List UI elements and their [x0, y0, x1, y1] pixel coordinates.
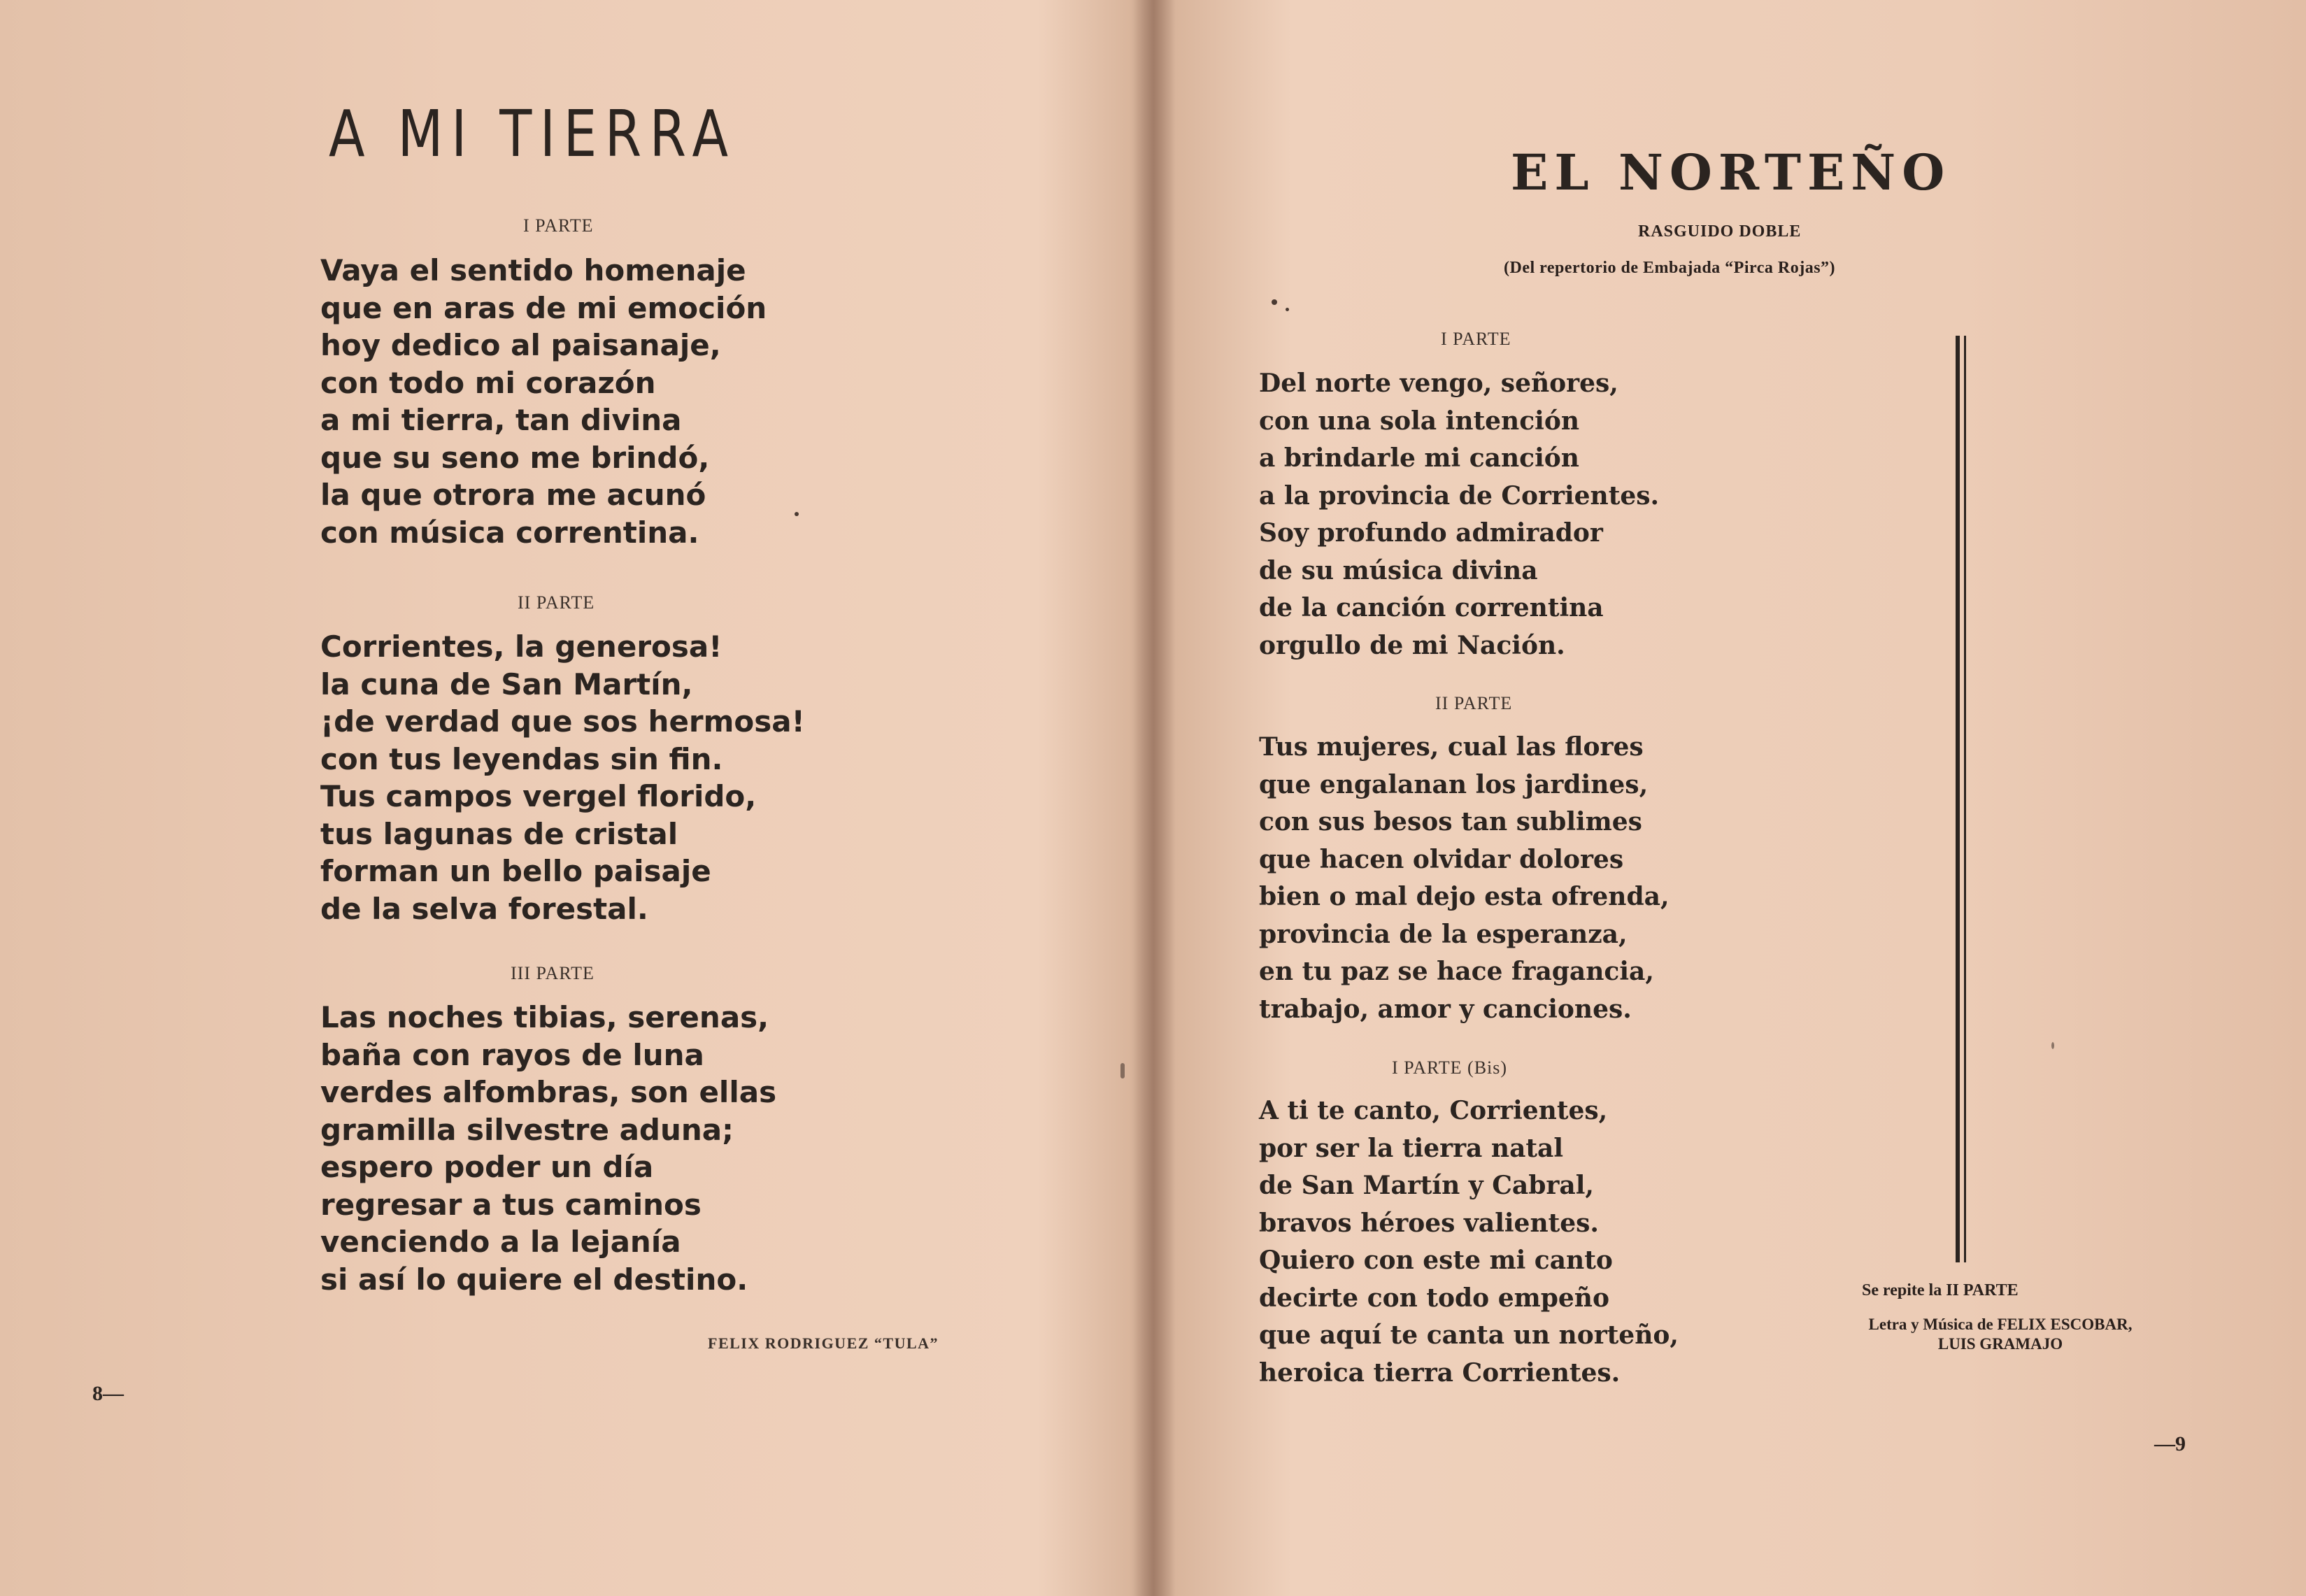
left-page-title: A MI TIERRA: [329, 97, 736, 171]
verse-line: Tus campos vergel florido,: [320, 779, 757, 813]
verse-line: con todo mi corazón: [320, 365, 656, 400]
verse-line: baña con rayos de luna: [320, 1037, 704, 1072]
credits-line: Letra y Música de FELIX ESCOBAR,: [1868, 1316, 2133, 1333]
verse-line: a la provincia de Corrientes.: [1259, 480, 1660, 511]
verse-line: Vaya el sentido homenaje: [320, 253, 746, 287]
credits-line: LUIS GRAMAJO: [1937, 1335, 2063, 1353]
verse-line: con sus besos tan sublimes: [1259, 807, 1642, 836]
verse-line: que hacen olvidar dolores: [1259, 844, 1624, 874]
song-subtitle: RASGUIDO DOBLE: [1638, 222, 1802, 241]
verse-line: Del norte vengo, señores,: [1259, 369, 1618, 398]
song-credits: [1815, 1315, 2186, 1354]
part-label: III PARTE: [511, 963, 595, 983]
verse-line: a mi tierra, tan divina: [320, 403, 682, 437]
paper-speck: [1272, 299, 1277, 305]
verse-line: orgullo de mi Nación.: [1259, 630, 1565, 660]
page-number: 8—: [92, 1382, 124, 1405]
verse-line: provincia de la esperanza,: [1259, 919, 1628, 949]
verse-line: hoy dedico al paisanaje,: [320, 328, 721, 362]
stanza: [1259, 1092, 1749, 1392]
repeat-note: Se repite la II PARTE: [1862, 1281, 2019, 1299]
verse-line: de San Martín y Cabral,: [1259, 1171, 1594, 1200]
verse-line: bravos héroes valientes.: [1259, 1208, 1599, 1238]
verse-line: Quiero con este mi canto: [1259, 1246, 1613, 1275]
verse-line: si así lo quiere el destino.: [320, 1262, 748, 1297]
paper-speck: [2051, 1042, 2054, 1049]
verse-line: Soy profundo admirador: [1259, 518, 1603, 548]
verse-line: tus lagunas de cristal: [320, 816, 678, 851]
verse-line: ¡de verdad que sos hermosa!: [320, 704, 805, 739]
right-page-title: EL NORTEÑO: [1511, 143, 1951, 201]
verse-line: que engalanan los jardines,: [1259, 769, 1649, 799]
verse-line: a brindarle mi canción: [1259, 443, 1579, 473]
verse-line: que en aras de mi emoción: [320, 290, 767, 325]
verse-line: de la canción correntina: [1259, 593, 1604, 622]
verse-line: con tus leyendas sin fin.: [320, 741, 723, 776]
author-credit: FELIX RODRIGUEZ “TULA”: [708, 1334, 939, 1352]
vertical-rule: [1956, 336, 1960, 1262]
verse-line: en tu paz se hace fragancia,: [1259, 957, 1654, 986]
verse-line: de su música divina: [1259, 555, 1538, 585]
verse-line: verdes alfombras, son ellas: [320, 1075, 777, 1109]
verse-line: que su seno me brindó,: [320, 440, 710, 475]
verse-line: con una sola intención: [1259, 406, 1579, 436]
verse-line: A ti te canto, Corrientes,: [1259, 1096, 1608, 1125]
part-label: II PARTE: [518, 592, 595, 613]
stanza: [1259, 365, 1749, 664]
paper-speck: [1120, 1063, 1125, 1078]
verse-line: Las noches tibias, serenas,: [320, 1000, 769, 1034]
verse-line: la cuna de San Martín,: [320, 667, 693, 701]
repertorio-note: (Del repertorio de Embajada “Pirca Rojas”): [1504, 259, 1836, 277]
verse-line: Corrientes, la generosa!: [320, 629, 723, 664]
verse-line: bien o mal dejo esta ofrenda,: [1259, 882, 1670, 911]
verse-line: venciendo a la lejanía: [320, 1225, 681, 1259]
verse-line: Tus mujeres, cual las flores: [1259, 732, 1644, 762]
paper-speck: [1286, 308, 1289, 311]
part-label: I PARTE (Bis): [1392, 1057, 1508, 1078]
stanza: [1259, 729, 1749, 1028]
verse-line: por ser la tierra natal: [1259, 1133, 1564, 1163]
verse-line: la que otrora me acunó: [320, 478, 706, 512]
verse-line: forman un bello paisaje: [320, 854, 711, 888]
verse-line: regresar a tus caminos: [320, 1187, 702, 1222]
part-label: II PARTE: [1435, 693, 1513, 713]
verse-line: trabajo, amor y canciones.: [1259, 994, 1632, 1024]
verse-line: espero poder un día: [320, 1150, 654, 1184]
verse-line: de la selva forestal.: [320, 891, 648, 926]
page-number: —9: [2154, 1432, 2186, 1455]
verse-line: gramilla silvestre aduna;: [320, 1112, 734, 1147]
verse-line: que aquí te canta un norteño,: [1259, 1320, 1679, 1350]
verse-line: heroica tierra Corrientes.: [1259, 1358, 1621, 1388]
part-label: I PARTE: [1441, 329, 1511, 349]
verse-line: decirte con todo empeño: [1259, 1283, 1609, 1313]
vertical-rule: [1964, 336, 1966, 1262]
verse-line: con música correntina.: [320, 515, 699, 550]
part-label: I PARTE: [523, 215, 594, 236]
